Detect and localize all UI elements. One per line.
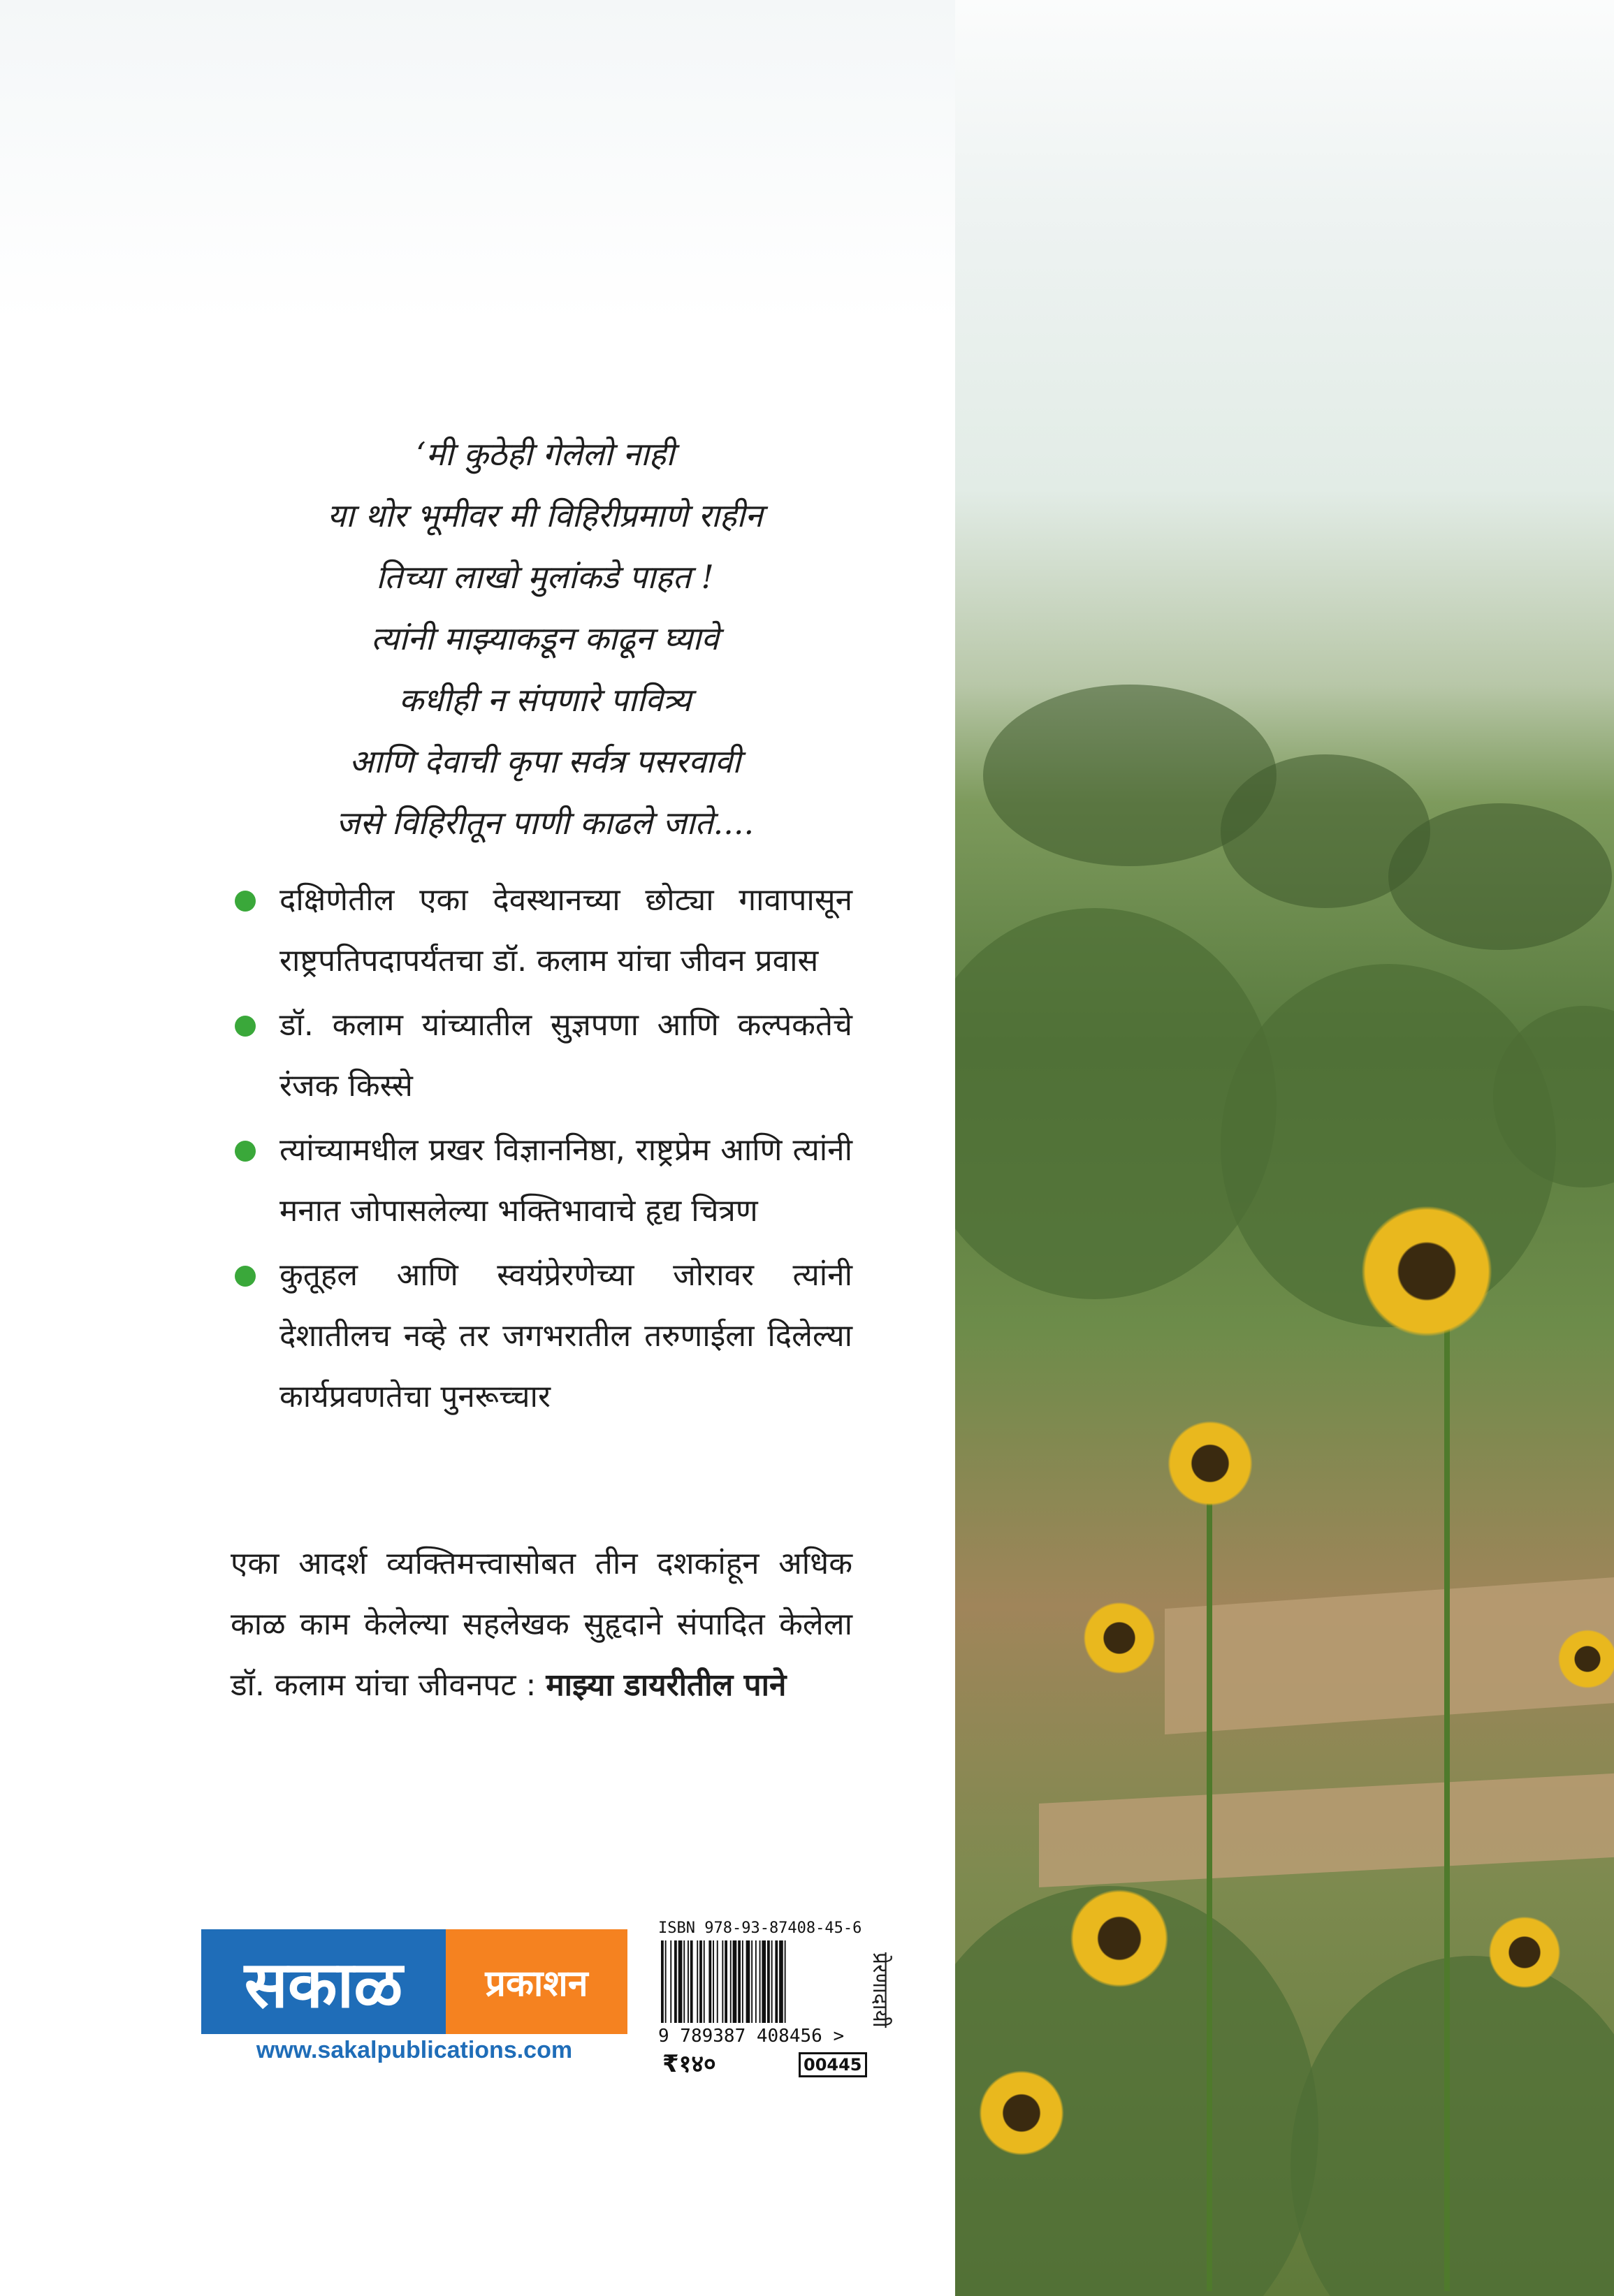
bullet-dot-icon bbox=[235, 1016, 256, 1037]
list-item-text: कुतूहल आणि स्वयंप्रेरणेच्या जोरावर त्यांनी देशातीलच नव्हे तर जगभरातील तरुणाईला दिलेल्या कार्यप्रवणतेचा पुनरूच्चार bbox=[279, 1257, 852, 1414]
list-item-text: त्यांच्यामधील प्रखर विज्ञाननिष्ठा, राष्ट्रप्रेम आणि त्यांनी मनात जोपासलेल्या भक्तिभावाचे हृद्य चित्रण bbox=[279, 1132, 852, 1229]
barcode-digits: 9 789387 408456 > bbox=[658, 2026, 845, 2047]
book-title: माझ्या डायरीतील पाने bbox=[546, 1667, 787, 1703]
closing-text: एका आदर्श व्यक्तिमत्त्वासोबत तीन दशकांहून अधिक काळ काम केलेल्या सहलेखक सुहृदाने संपादित केलेला डॉ. कलाम यांचा जीवनपट : bbox=[231, 1546, 852, 1703]
category-label: प्रेरणादायी bbox=[868, 1952, 892, 2028]
list-item bbox=[231, 1245, 852, 1427]
list-item bbox=[231, 995, 852, 1116]
barcode-icon bbox=[660, 1940, 848, 2023]
logo-sub-text: प्रकाशन bbox=[446, 1929, 627, 2034]
list-item bbox=[231, 1120, 852, 1241]
price: ₹१४० bbox=[662, 2050, 716, 2078]
publisher-url[interactable]: www.sakalpublications.com bbox=[256, 2037, 573, 2063]
poem-line: त्यांनी माझ्याकडून काढून घ्यावे bbox=[371, 620, 719, 657]
publisher-logo bbox=[201, 1929, 627, 2034]
sunflower-icon bbox=[1357, 1201, 1497, 1341]
bullet-dot-icon bbox=[235, 1141, 256, 1162]
poem bbox=[231, 423, 859, 854]
poem-line: आणि देवाची कृपा सर्वत्र पसरवावी bbox=[349, 743, 741, 780]
isbn-label: ISBN 978-93-87408-45-6 bbox=[658, 1920, 862, 1937]
bullet-dot-icon bbox=[235, 891, 256, 912]
sunflower-icon bbox=[1081, 1600, 1158, 1676]
poem-line: जसे विहिरीतून पाणी काढले जाते.... bbox=[335, 804, 755, 842]
sunflower-icon bbox=[1165, 1418, 1256, 1509]
bullet-dot-icon bbox=[235, 1266, 256, 1287]
poem-line: या थोर भूमीवर मी विहिरीप्रमाणे राहीन bbox=[327, 497, 763, 534]
list-item-text: डॉ. कलाम यांच्यातील सुज्ञपणा आणि कल्पकतेचे रंजक किस्से bbox=[279, 1007, 852, 1104]
poem-line: ‘मी कुठेही गेलेलो नाही bbox=[415, 435, 675, 473]
list-item-text: दक्षिणेतील एका देवस्थानच्या छोट्या गावापासून राष्ट्रपतिपदापर्यंतचा डॉ. कलाम यांचा जीवन प्रवास bbox=[279, 882, 852, 979]
sunflower-icon bbox=[976, 2068, 1067, 2158]
list-item bbox=[231, 870, 852, 991]
sunflower-icon bbox=[1486, 1914, 1563, 1991]
highlights-list bbox=[231, 870, 852, 1431]
sunflower-icon bbox=[1067, 1886, 1172, 1991]
poem-line: तिच्या लाखो मुलांकडे पाहत ! bbox=[376, 558, 714, 596]
logo-main-text: सकाळ bbox=[201, 1929, 446, 2034]
garden-photo bbox=[955, 0, 1614, 2296]
poem-line: कधीही न संपणारे पावित्र्य bbox=[398, 681, 692, 719]
product-code: 00445 bbox=[799, 2052, 867, 2077]
sunflower-icon bbox=[1556, 1628, 1614, 1690]
closing-paragraph bbox=[231, 1533, 852, 1716]
